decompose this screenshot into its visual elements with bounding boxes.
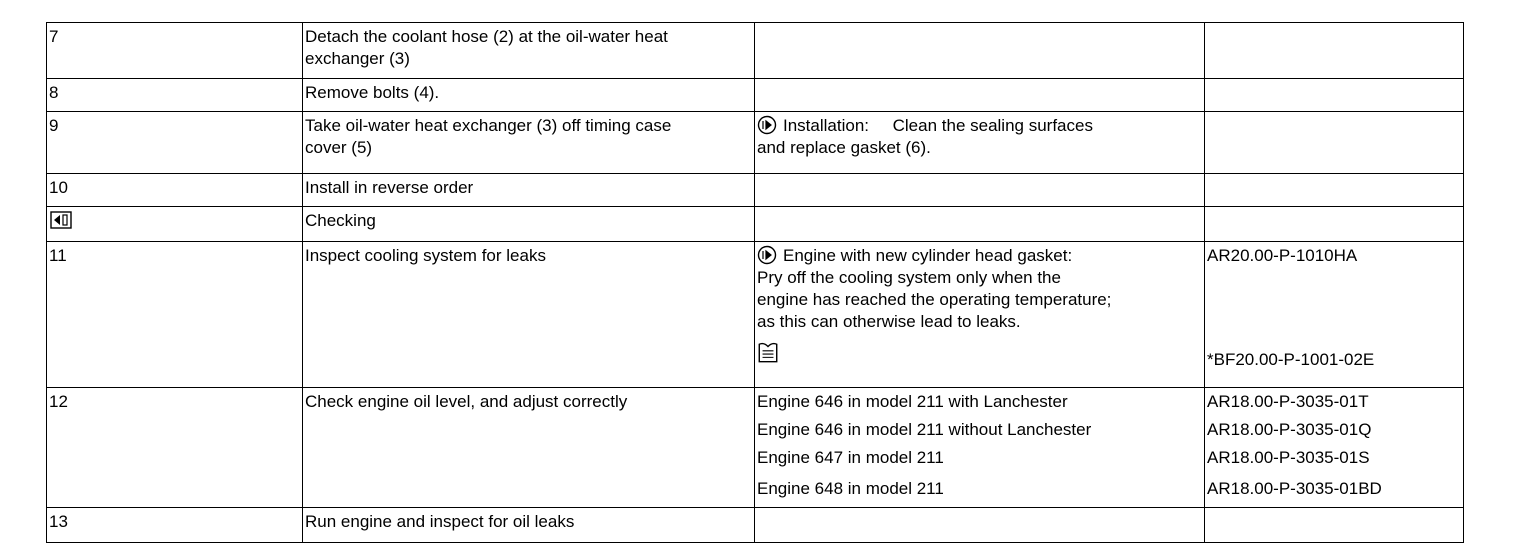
step-action: Detach the coolant hose (2) at the oil-water heat exchanger (3) bbox=[303, 23, 755, 79]
table-row bbox=[47, 23, 1464, 79]
table-row bbox=[47, 174, 1464, 207]
step-action: Take oil-water heat exchanger (3) off timing case cover (5) bbox=[303, 112, 755, 174]
step-reference bbox=[1205, 207, 1464, 242]
step-note bbox=[755, 242, 1205, 388]
step-action: Remove bolts (4). bbox=[303, 79, 755, 112]
table-row bbox=[47, 112, 1464, 174]
reference-link[interactable]: AR20.00-P-1010HA bbox=[1207, 246, 1358, 265]
step-note bbox=[755, 112, 1205, 174]
step-action: Inspect cooling system for leaks bbox=[303, 242, 755, 388]
engine-variant: Engine 647 in model 211 bbox=[757, 448, 944, 467]
installation-text: Clean the sealing surfaces bbox=[892, 116, 1093, 135]
step-number: 9 bbox=[47, 112, 303, 174]
step-reference bbox=[1205, 112, 1464, 174]
step-reference bbox=[1205, 174, 1464, 207]
note-line: as this can otherwise lead to leaks. bbox=[757, 312, 1021, 331]
step-number: 12 bbox=[47, 388, 303, 508]
step-action: Checking bbox=[303, 207, 755, 242]
step-number: 13 bbox=[47, 508, 303, 543]
table-row bbox=[47, 242, 1464, 388]
installation-text-line2: and replace gasket (6). bbox=[757, 138, 931, 157]
step-number: 8 bbox=[47, 79, 303, 112]
step-note bbox=[755, 23, 1205, 79]
note-line: engine has reached the operating temperature; bbox=[757, 290, 1112, 309]
table-row bbox=[47, 388, 1464, 508]
engine-variant: Engine 646 in model 211 without Lanchester bbox=[757, 420, 1092, 439]
reference-link[interactable]: AR18.00-P-3035-01BD bbox=[1207, 479, 1382, 498]
engine-variant: Engine 648 in model 211 bbox=[757, 479, 944, 498]
step-reference bbox=[1205, 388, 1464, 508]
procedure-table bbox=[46, 22, 1464, 543]
step-action: Check engine oil level, and adjust correctly bbox=[303, 388, 755, 508]
book-document-icon bbox=[757, 341, 779, 365]
reference-link[interactable]: AR18.00-P-3035-01Q bbox=[1207, 420, 1372, 439]
table-row bbox=[47, 508, 1464, 543]
step-note bbox=[755, 207, 1205, 242]
step-reference bbox=[1205, 23, 1464, 79]
step-number: 10 bbox=[47, 174, 303, 207]
step-number: 7 bbox=[47, 23, 303, 79]
note-line: Pry off the cooling system only when the bbox=[757, 268, 1061, 287]
installation-label: Installation: bbox=[783, 116, 869, 135]
reference-link[interactable]: AR18.00-P-3035-01T bbox=[1207, 392, 1369, 411]
step-note bbox=[755, 79, 1205, 112]
table-row bbox=[47, 207, 1464, 242]
reference-link[interactable]: *BF20.00-P-1001-02E bbox=[1207, 350, 1375, 369]
note-symbol-icon bbox=[757, 245, 777, 265]
note-line: Engine with new cylinder head gasket: bbox=[783, 246, 1073, 265]
step-reference bbox=[1205, 508, 1464, 543]
engine-variant: Engine 646 in model 211 with Lanchester bbox=[757, 392, 1068, 411]
step-note bbox=[755, 508, 1205, 543]
step-reference bbox=[1205, 79, 1464, 112]
checking-symbol-icon bbox=[49, 210, 73, 230]
installation-symbol-icon bbox=[757, 115, 777, 135]
step-note bbox=[755, 388, 1205, 508]
reference-link[interactable]: AR18.00-P-3035-01S bbox=[1207, 448, 1370, 467]
step-action: Install in reverse order bbox=[303, 174, 755, 207]
table-row bbox=[47, 79, 1464, 112]
step-action: Run engine and inspect for oil leaks bbox=[303, 508, 755, 543]
step-note bbox=[755, 174, 1205, 207]
step-number: 11 bbox=[47, 242, 303, 388]
step-reference bbox=[1205, 242, 1464, 388]
step-number bbox=[47, 207, 303, 242]
